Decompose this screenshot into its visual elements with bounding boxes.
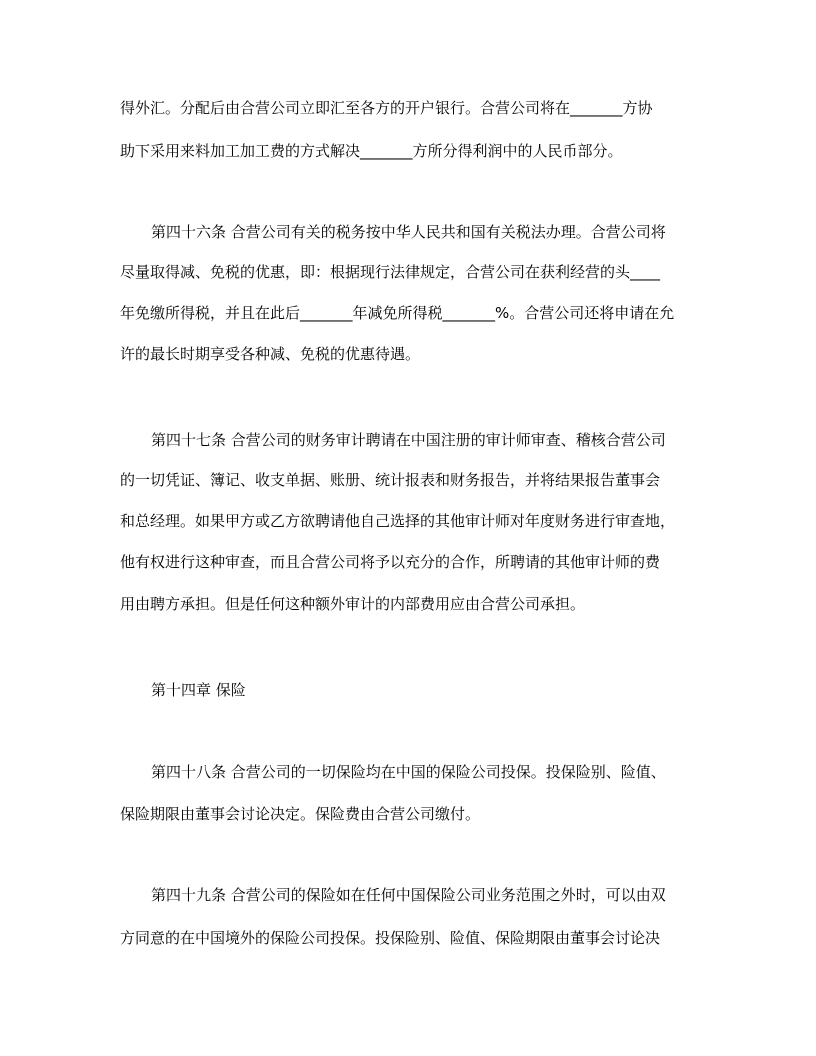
paragraph-line: 他有权进行这种审查，而且合营公司将予以充分的合作，所聘请的其他审计师的费 [120,553,661,571]
paragraph-line: 用由聘方承担。但是任何这种额外审计的内部费用应由合营公司承担。 [120,595,586,613]
chapter-14-heading: 第十四章 保险 [151,681,246,699]
article-49-line: 第四十九条 合营公司的保险如在任何中国保险公司业务范围之外时，可以由双 [151,886,666,904]
paragraph-line: 得外汇。分配后由合营公司立即汇至各方的开户银行。合营公司将在_______方协 [120,99,653,117]
paragraph-line: 助下采用来料加工加工费的方式解决_______方所分得利润中的人民币部分。 [120,142,623,160]
article-47-line: 第四十七条 合营公司的财务审计聘请在中国注册的审计师审查、稽核合营公司 [151,431,666,449]
paragraph-line: 和总经理。如果甲方或乙方欲聘请他自己选择的其他审计师对年度财务进行审查地， [120,512,676,530]
paragraph-line: 许的最长时期享受各种减、免税的优惠待遇。 [120,345,421,363]
article-46-line: 第四十六条 合营公司有关的税务按中华人民共和国有关税法办理。合营公司将 [151,223,666,241]
paragraph-line: 方同意的在中国境外的保险公司投保。投保险别、险值、保险期限由董事会讨论决 [120,929,661,947]
paragraph-line: 保险期限由董事会讨论决定。保险费由合营公司缴付。 [120,805,481,823]
paragraph-line: 尽量取得减、免税的优惠，即：根据现行法律规定，合营公司在获利经营的头____ [120,263,661,281]
article-48-line: 第四十八条 合营公司的一切保险均在中国的保险公司投保。投保险别、险值、 [151,763,666,781]
paragraph-line: 年免缴所得税，并且在此后_______年减免所得税_______%。合营公司还将申请在允 [120,304,675,322]
paragraph-line: 的一切凭证、簿记、收支单据、账册、统计报表和财务报告，并将结果报告董事会 [120,471,661,489]
